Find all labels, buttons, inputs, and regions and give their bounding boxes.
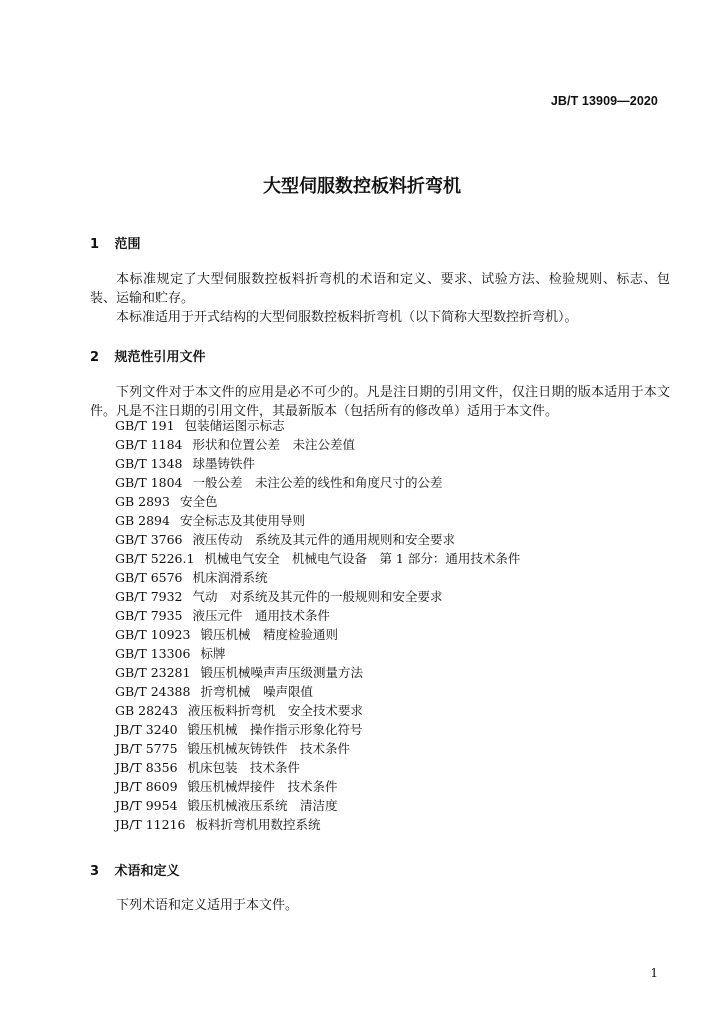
section-1-paragraph-2: 本标准适用于开式结构的大型伺服数控板料折弯机（以下简称大型数控折弯机）。 — [116, 310, 578, 325]
standard-code: JB/T 13909—2020 — [550, 94, 658, 108]
reference-title: 液压板料折弯机 安全技术要求 — [187, 703, 363, 718]
document-title: 大型伺服数控板料折弯机 — [263, 176, 461, 197]
reference-item — [115, 606, 520, 625]
page-number: 1 — [650, 966, 658, 980]
reference-code: JB/T 9954 — [115, 798, 178, 813]
reference-title: 锻压机械噪声声压级测量方法 — [200, 665, 363, 680]
reference-code: JB/T 5775 — [115, 741, 178, 756]
reference-code: JB/T 8356 — [115, 760, 178, 775]
reference-item — [115, 739, 520, 758]
reference-title: 液压元件 通用技术条件 — [192, 608, 331, 623]
reference-item — [115, 549, 520, 568]
reference-item — [115, 625, 520, 644]
section-title: 规范性引用文件 — [114, 350, 206, 365]
reference-title: 包装储运图示标志 — [184, 418, 285, 433]
reference-item — [115, 587, 520, 606]
reference-title: 机床包装 技术条件 — [187, 760, 301, 775]
reference-code: GB/T 6576 — [115, 570, 183, 585]
reference-code: GB/T 191 — [115, 418, 175, 433]
reference-title: 形状和位置公差 未注公差值 — [192, 437, 356, 452]
reference-item — [115, 701, 520, 720]
reference-code: GB/T 23281 — [115, 665, 191, 680]
section-number: 1 — [90, 237, 100, 252]
reference-title: 机床润滑系统 — [192, 570, 268, 585]
reference-code: GB/T 7932 — [115, 589, 183, 604]
reference-code: GB 2894 — [115, 513, 170, 528]
reference-item — [115, 416, 520, 435]
section-2-heading — [90, 346, 206, 365]
reference-title: 球墨铸铁件 — [192, 456, 256, 471]
reference-item — [115, 492, 520, 511]
reference-title: 板料折弯机用数控系统 — [195, 817, 321, 832]
reference-item — [115, 720, 520, 739]
normative-reference-list — [115, 416, 520, 834]
reference-code: GB/T 13306 — [115, 646, 191, 661]
reference-title: 液压传动 系统及其元件的通用规则和安全要求 — [192, 532, 456, 547]
reference-code: GB/T 3766 — [115, 532, 183, 547]
reference-title: 一般公差 未注公差的线性和角度尺寸的公差 — [192, 475, 443, 490]
reference-title: 气动 对系统及其元件的一般规则和安全要求 — [192, 589, 443, 604]
reference-title: 安全色 — [179, 494, 218, 509]
reference-title: 安全标志及其使用导则 — [179, 513, 305, 528]
reference-title: 标牌 — [200, 646, 226, 661]
reference-item — [115, 568, 520, 587]
reference-title: 锻压机械灰铸铁件 技术条件 — [187, 741, 351, 756]
reference-code: JB/T 3240 — [115, 722, 178, 737]
reference-code: JB/T 11216 — [115, 817, 186, 832]
reference-item — [115, 796, 520, 815]
reference-code: GB 28243 — [115, 703, 178, 718]
reference-code: GB/T 10923 — [115, 627, 191, 642]
section-3-heading — [90, 860, 180, 879]
reference-code: GB/T 1184 — [115, 437, 183, 452]
reference-code: GB/T 24388 — [115, 684, 191, 699]
section-title: 术语和定义 — [114, 864, 180, 879]
reference-item — [115, 815, 520, 834]
reference-code: GB/T 5226.1 — [115, 551, 195, 566]
reference-item — [115, 682, 520, 701]
reference-code: GB/T 7935 — [115, 608, 183, 623]
reference-item — [115, 777, 520, 796]
reference-item — [115, 758, 520, 777]
reference-item — [115, 663, 520, 682]
reference-code: GB 2893 — [115, 494, 170, 509]
reference-title: 折弯机械 噪声限值 — [200, 684, 313, 699]
reference-title: 机械电气安全 机械电气设备 第 1 部分：通用技术条件 — [204, 551, 521, 566]
reference-title: 锻压机械 精度检验通则 — [200, 627, 338, 642]
reference-code: GB/T 1804 — [115, 475, 183, 490]
section-number: 3 — [90, 864, 100, 879]
section-2-paragraph-1: 下列文件对于本文件的应用是必不可少的。凡是注日期的引用文件，仅注日期的版本适用于本文件。凡是不注日期的引用文件，其最新版本（包括所有的修改单）适用于本文件。 — [90, 385, 670, 419]
section-number: 2 — [90, 350, 100, 365]
reference-title: 锻压机械液压系统 清洁度 — [187, 798, 338, 813]
reference-item — [115, 473, 520, 492]
section-3-paragraph-1: 下列术语和定义适用于本文件。 — [116, 898, 299, 913]
reference-item — [115, 511, 520, 530]
reference-item — [115, 644, 520, 663]
reference-item — [115, 530, 520, 549]
reference-title: 锻压机械 操作指示形象化符号 — [187, 722, 363, 737]
reference-code: JB/T 8609 — [115, 779, 178, 794]
reference-item — [115, 435, 520, 454]
section-title: 范围 — [114, 237, 141, 252]
section-1-paragraph-1: 本标准规定了大型伺服数控板料折弯机的术语和定义、要求、试验方法、检验规则、标志、包装、运输和贮存。 — [90, 272, 670, 306]
reference-title: 锻压机械焊接件 技术条件 — [187, 779, 338, 794]
section-1-heading — [90, 233, 141, 252]
reference-code: GB/T 1348 — [115, 456, 183, 471]
reference-item — [115, 454, 520, 473]
